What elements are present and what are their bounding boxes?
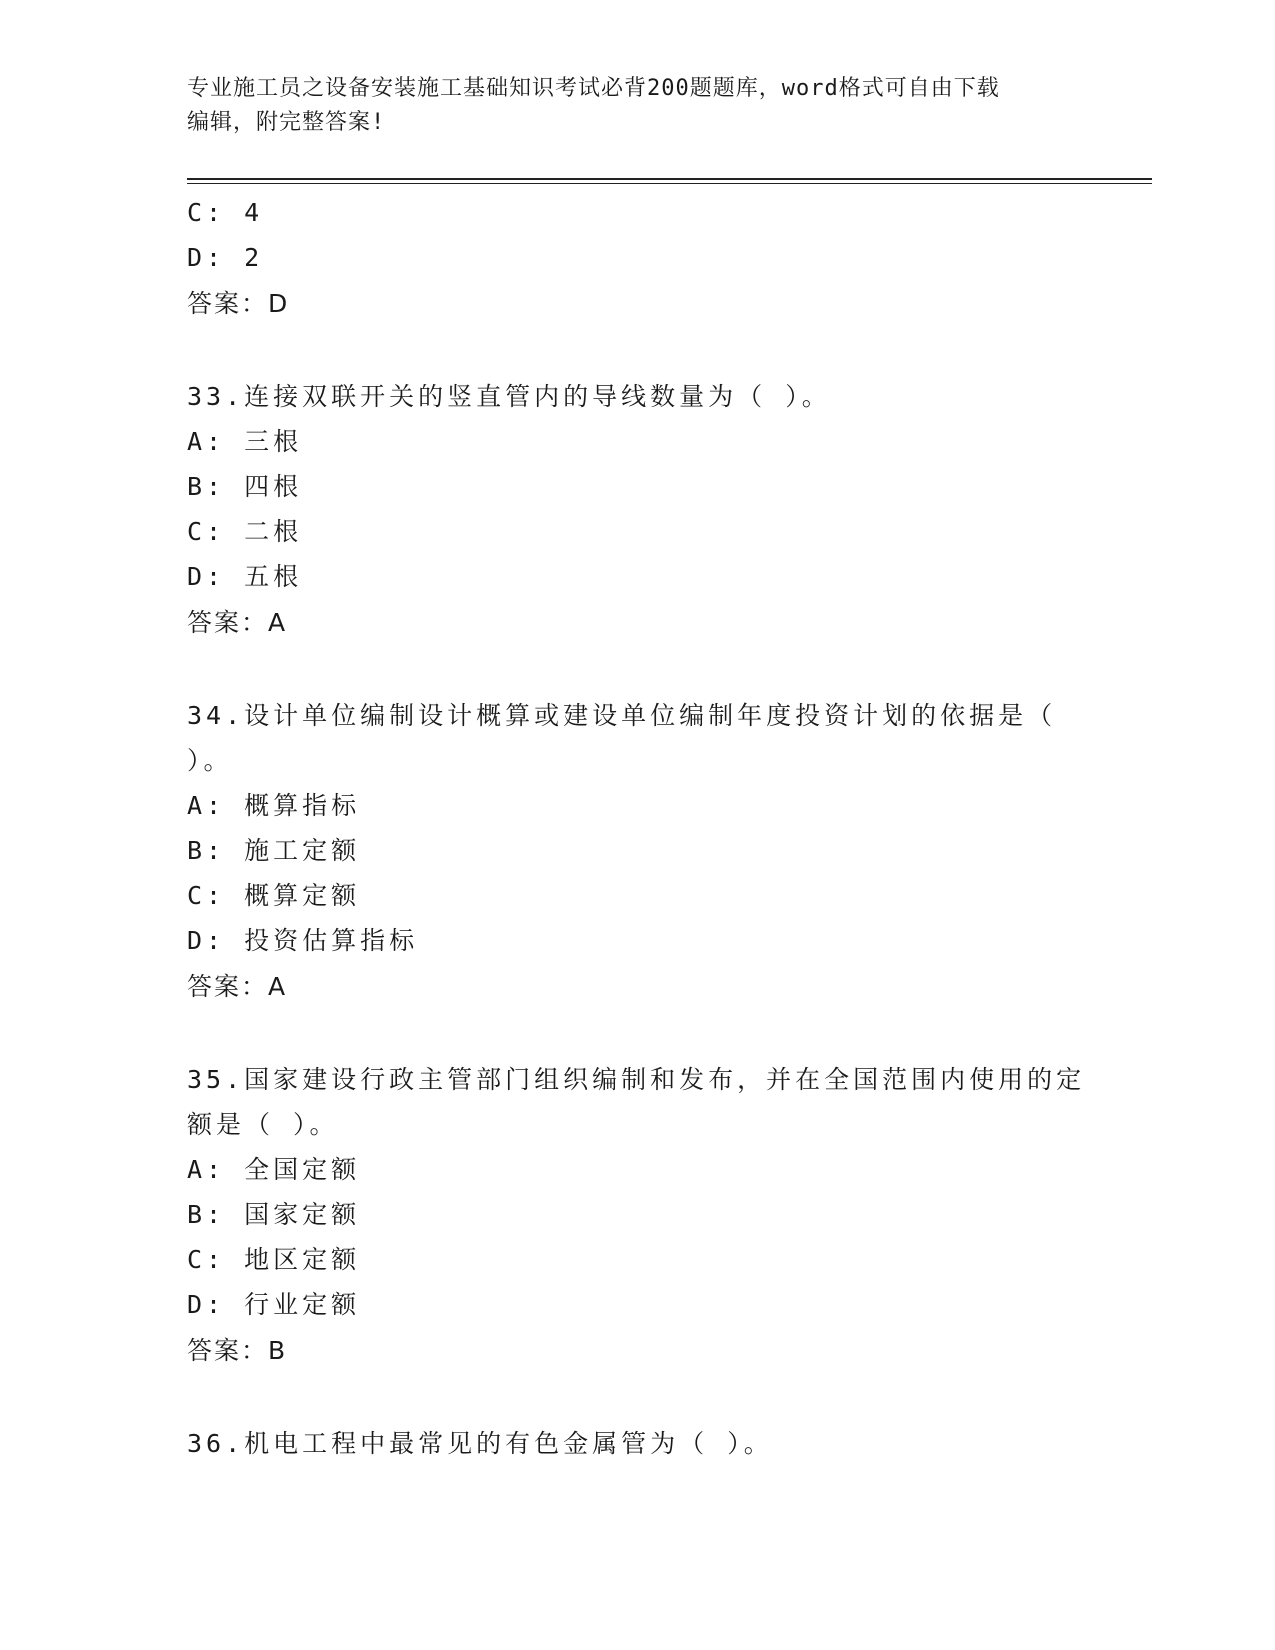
answer-line: 答案：A	[187, 608, 288, 637]
header-divider-thin	[187, 183, 1152, 184]
option-d: D: 投资估算指标	[187, 926, 419, 955]
question-stem-continued: ）。	[187, 746, 233, 775]
spacer	[187, 327, 1087, 374]
spacer	[187, 1374, 1087, 1421]
option-b: B: 四根	[187, 472, 303, 501]
question-36	[187, 1421, 1087, 1466]
question-stem: 33.连接双联开关的竖直管内的导线数量为（ ）。	[187, 382, 831, 411]
option-a: A: 全国定额	[187, 1155, 361, 1184]
question-stem: 35.国家建设行政主管部门组织编制和发布，并在全国范围内使用的定	[187, 1065, 1086, 1094]
option-c: C: 地区定额	[187, 1245, 361, 1274]
option-c: C: 概算定额	[187, 881, 361, 910]
spacer	[187, 646, 1087, 693]
question-34	[187, 693, 1087, 1010]
question-32-tail	[187, 190, 1087, 327]
question-35	[187, 1057, 1087, 1374]
option-c: C: 二根	[187, 517, 303, 546]
question-33	[187, 374, 1087, 646]
answer-line: 答案：B	[187, 1336, 288, 1365]
option-c: C: 4	[187, 198, 264, 227]
option-a: A: 概算指标	[187, 791, 361, 820]
option-b: B: 国家定额	[187, 1200, 361, 1229]
header-title-line-2: 编辑，附完整答案!	[187, 110, 386, 135]
option-d: D: 行业定额	[187, 1290, 361, 1319]
document-header	[187, 72, 1087, 140]
question-stem-continued: 额是（ ）。	[187, 1110, 339, 1139]
option-d: D: 2	[187, 243, 264, 272]
header-title-line-1: 专业施工员之设备安装施工基础知识考试必背200题题库，word格式可自由下载	[187, 76, 1000, 101]
option-a: A: 三根	[187, 427, 303, 456]
header-divider-thick	[187, 178, 1152, 180]
answer-line: 答案：A	[187, 972, 288, 1001]
option-d: D: 五根	[187, 562, 303, 591]
spacer	[187, 1010, 1087, 1057]
question-stem: 34.设计单位编制设计概算或建设单位编制年度投资计划的依据是（	[187, 701, 1057, 730]
question-list	[187, 190, 1087, 1466]
option-b: B: 施工定额	[187, 836, 361, 865]
question-stem: 36.机电工程中最常见的有色金属管为（ ）。	[187, 1429, 773, 1458]
answer-line: 答案：D	[187, 289, 290, 318]
